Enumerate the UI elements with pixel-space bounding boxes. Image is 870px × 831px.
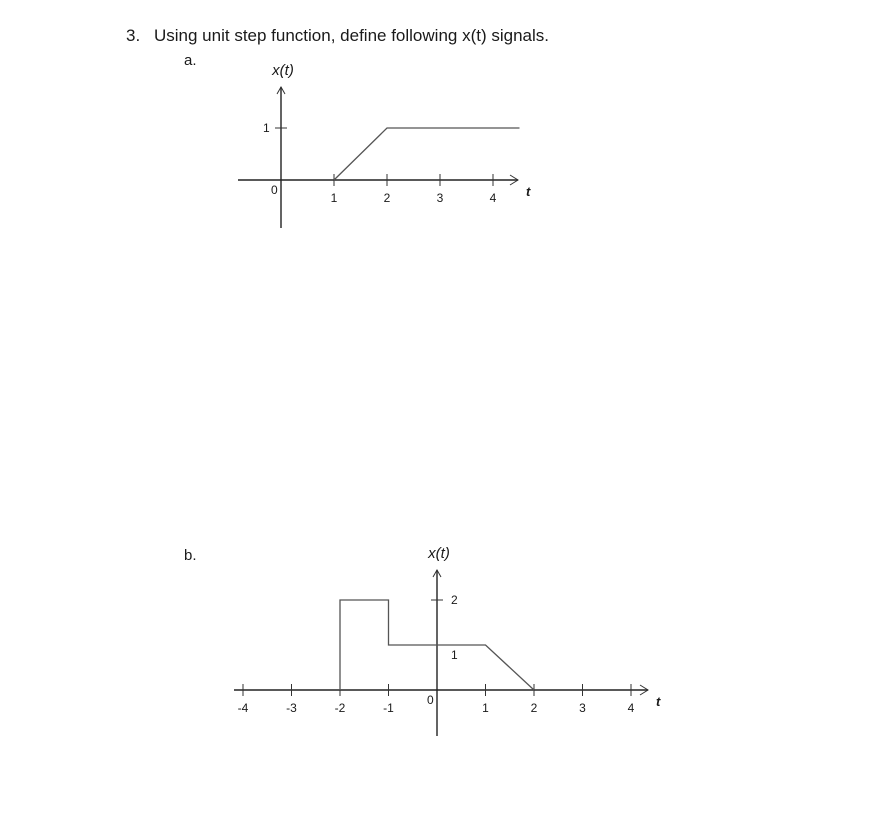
x-tick-label: 1: [482, 701, 489, 715]
y-axis-label: x(t): [428, 545, 450, 562]
x-tick-label: 2: [530, 701, 538, 715]
x-tick-label: 4: [489, 191, 497, 205]
part-b-label: b.: [184, 547, 197, 564]
x-tick-label: -4: [237, 701, 249, 715]
x-tick-label: 3: [579, 701, 586, 715]
x-tick-label: -3: [286, 701, 297, 715]
question-text: Using unit step function, define following x(t) signals.: [154, 26, 549, 45]
x-tick-label: -2: [334, 701, 346, 715]
x-tick-label: 4: [627, 701, 635, 715]
y-tick-label: 2: [451, 593, 458, 607]
x-tick-label: -1: [383, 701, 394, 715]
x-tick-label: 3: [436, 191, 444, 205]
origin-label: 0: [271, 183, 278, 197]
y-tick-label: 1: [263, 121, 270, 135]
x-axis-label: t: [526, 184, 531, 199]
origin-label: 0: [427, 693, 434, 707]
x-tick-label: 2: [383, 191, 391, 205]
y-tick-label: 1: [451, 648, 458, 662]
part-a-label: a.: [184, 52, 197, 69]
question-number: 3.: [126, 26, 141, 45]
x-tick-label: 1: [330, 191, 338, 205]
y-axis-label: x(t): [272, 62, 294, 79]
x-axis-label: t: [656, 694, 661, 709]
